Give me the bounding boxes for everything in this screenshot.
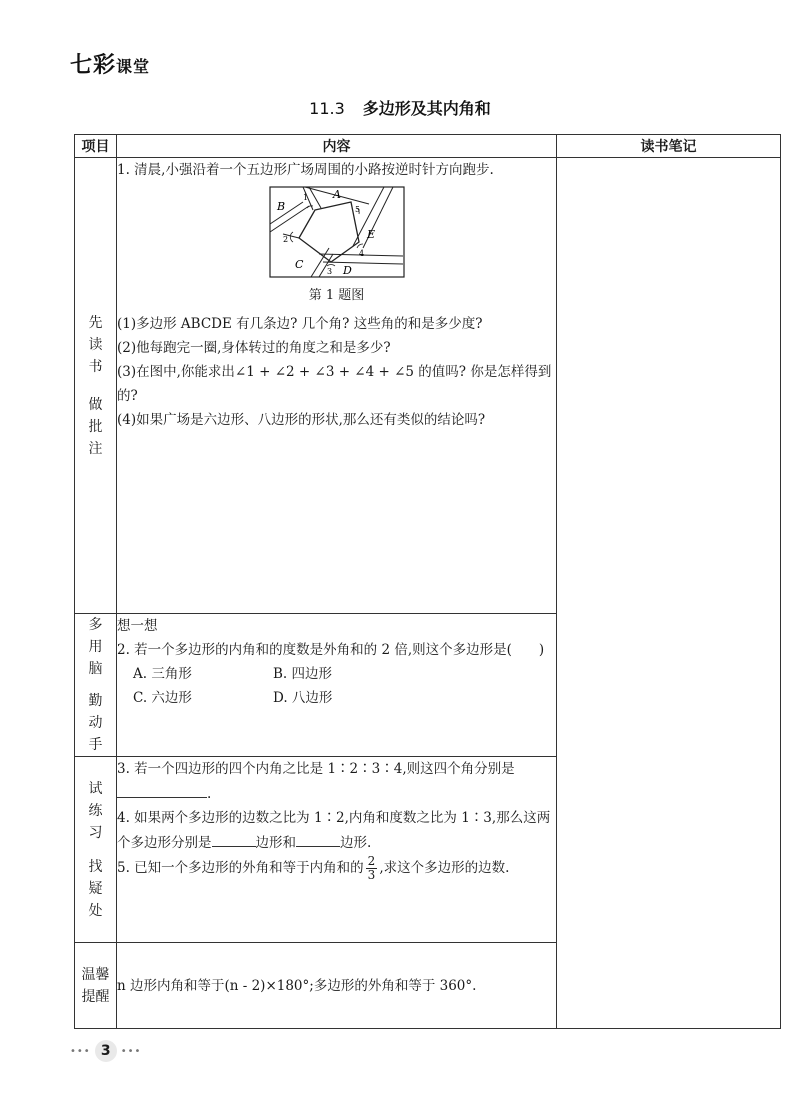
label-c: C bbox=[294, 258, 303, 271]
sub-question: (2)他每跑完一圈,身体转过的角度之和是多少? bbox=[117, 340, 391, 356]
label-char: 试 bbox=[88, 780, 103, 797]
header-content: 内容 bbox=[117, 135, 557, 158]
page-dots: ••• bbox=[70, 1045, 91, 1057]
answer-blank[interactable] bbox=[117, 781, 207, 798]
label-char: 练 bbox=[88, 802, 103, 819]
sub-question: (1)多边形 ABCDE 有几条边? 几个角? 这些角的和是多少度? bbox=[117, 316, 483, 332]
fraction-denominator: 3 bbox=[367, 868, 376, 882]
label-char: 勤 bbox=[88, 693, 103, 709]
option-d: D. 八边形 bbox=[273, 690, 333, 706]
label-char: 多 bbox=[88, 617, 103, 633]
label-char: 提 bbox=[81, 988, 96, 1005]
angle-2: 2 bbox=[282, 235, 288, 244]
brand-big: 七彩 bbox=[70, 53, 117, 78]
table-header-row bbox=[75, 135, 781, 158]
row-content bbox=[117, 158, 557, 614]
answer-blank[interactable] bbox=[212, 830, 256, 847]
question-2: 2. 若一个多边形的内角和的度数是外角和的 2 倍,则这个多边形是( ) bbox=[117, 642, 545, 658]
question-4-mid: 边形和 bbox=[255, 835, 296, 851]
label-char: 处 bbox=[88, 902, 103, 919]
label-char: 手 bbox=[88, 737, 103, 753]
label-char: 温 bbox=[81, 966, 96, 983]
sub-question: (3)在图中,你能求出∠1 + ∠2 + ∠3 + ∠4 + ∠5 的值吗? 你是怎样得到的? bbox=[117, 364, 552, 404]
section-number: 11.3 bbox=[309, 99, 345, 118]
angle-4: 4 bbox=[358, 249, 364, 258]
label-char: 找 bbox=[88, 858, 103, 875]
pentagon-diagram bbox=[269, 186, 405, 278]
notes-column[interactable] bbox=[557, 158, 781, 1029]
fraction bbox=[366, 855, 378, 882]
page-dots: ••• bbox=[120, 1045, 142, 1057]
label-char: 脑 bbox=[88, 661, 103, 677]
angle-3: 3 bbox=[326, 267, 332, 276]
label-char: 做 bbox=[88, 396, 103, 413]
label-char: 疑 bbox=[88, 880, 103, 897]
study-table bbox=[74, 134, 781, 1029]
label-char: 注 bbox=[88, 440, 103, 457]
label-char: 醒 bbox=[95, 988, 110, 1005]
question-4 bbox=[117, 806, 556, 855]
question-5-text: 5. 已知一个多边形的外角和等于内角和的 bbox=[117, 860, 364, 876]
tip-text: n 边形内角和等于(n - 2)×180°;多边形的外角和等于 360°. bbox=[117, 977, 477, 994]
think-heading: 想一想 bbox=[117, 618, 158, 634]
header-item: 项目 bbox=[75, 135, 117, 158]
row-content bbox=[117, 614, 557, 757]
label-char: 批 bbox=[88, 418, 103, 435]
sub-question: (4)如果广场是六边形、八边形的形状,那么还有类似的结论吗? bbox=[117, 412, 486, 428]
row-label bbox=[75, 614, 117, 757]
label-char: 书 bbox=[88, 358, 103, 375]
row-label bbox=[75, 158, 117, 614]
fraction-numerator: 2 bbox=[367, 854, 376, 868]
option-b: B. 四边形 bbox=[273, 666, 333, 682]
figure-caption: 第 1 题图 bbox=[308, 288, 365, 303]
label-e: E bbox=[366, 228, 375, 241]
question-4-text: 4. 如果两个多边形的边数之比为 1∶2,内角和度数之比为 1∶3,那么这两个多边形分别是 bbox=[117, 810, 551, 851]
table-row bbox=[75, 158, 781, 614]
label-d: D bbox=[342, 264, 352, 277]
question-3-end: . bbox=[207, 786, 212, 802]
question-5 bbox=[117, 855, 556, 882]
label-a: A bbox=[332, 188, 341, 201]
label-char: 动 bbox=[88, 715, 103, 731]
brand-small: 课堂 bbox=[116, 57, 151, 76]
option-c: C. 六边形 bbox=[133, 690, 192, 706]
page-number-value: 3 bbox=[95, 1040, 117, 1062]
row-content bbox=[117, 757, 557, 943]
label-char: 读 bbox=[88, 336, 103, 353]
question-5-end: ,求这个多边形的边数. bbox=[379, 860, 510, 876]
section-title bbox=[0, 96, 800, 119]
brand-logo bbox=[70, 48, 150, 79]
label-b: B bbox=[276, 200, 285, 213]
question-3 bbox=[117, 757, 556, 806]
question-1: 1. 清晨,小强沿着一个五边形广场周围的小路按逆时针方向跑步. bbox=[117, 162, 494, 178]
row-content bbox=[117, 943, 557, 1029]
angle-5: 5 bbox=[354, 205, 360, 214]
option-a: A. 三角形 bbox=[133, 666, 192, 682]
question-4-end: 边形. bbox=[340, 835, 372, 851]
answer-options bbox=[117, 662, 556, 710]
header-notes: 读书笔记 bbox=[557, 135, 781, 158]
label-char: 用 bbox=[88, 639, 103, 655]
answer-blank[interactable] bbox=[296, 830, 340, 847]
question-3-text: 3. 若一个四边形的四个内角之比是 1∶2∶3∶4,则这四个角分别是 bbox=[117, 761, 515, 777]
label-char: 馨 bbox=[95, 966, 110, 983]
row-label bbox=[75, 943, 117, 1029]
label-char: 习 bbox=[88, 824, 103, 841]
label-char: 先 bbox=[88, 314, 103, 331]
page-number bbox=[70, 1040, 141, 1062]
angle-1: 1 bbox=[302, 193, 308, 202]
pentagon-figure bbox=[117, 186, 556, 278]
row-label bbox=[75, 757, 117, 943]
section-title-text: 多边形及其内角和 bbox=[362, 99, 491, 118]
